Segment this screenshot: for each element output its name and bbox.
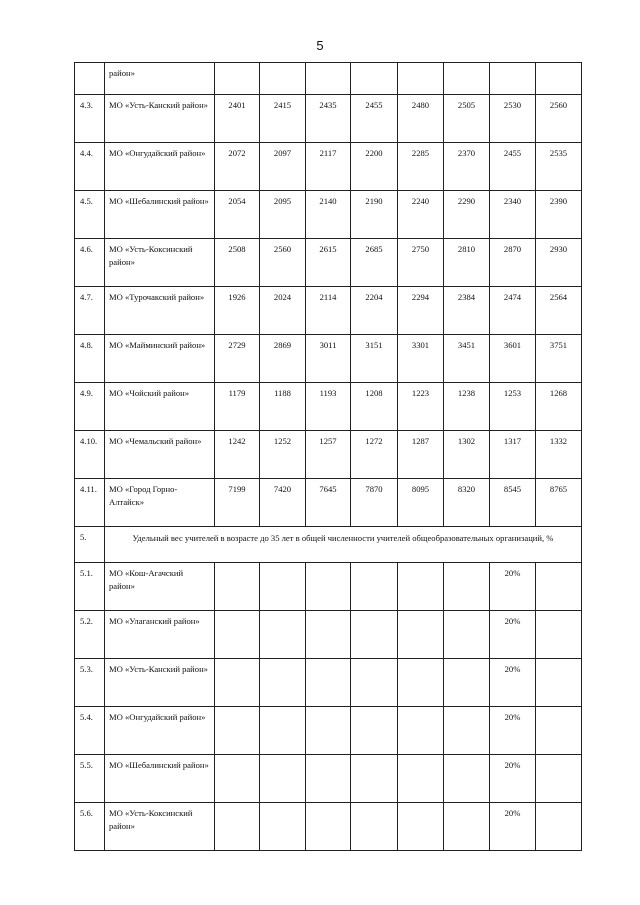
row-value-cell: 2384 — [444, 287, 490, 335]
row-value-cell: 2869 — [260, 335, 306, 383]
row-municipality: МО «Усть-Коксинский район» — [105, 803, 215, 851]
row-index: 5.4. — [75, 707, 105, 755]
row-value-cell: 3451 — [444, 335, 490, 383]
table-row — [75, 659, 582, 707]
table-row — [75, 755, 582, 803]
row-index: 4.6. — [75, 239, 105, 287]
row-value-cell: 2024 — [260, 287, 306, 335]
row-value-cell: 2415 — [260, 95, 306, 143]
table-row — [75, 611, 582, 659]
row-value-cell: 1238 — [444, 383, 490, 431]
row-value-cell: 20% — [490, 563, 536, 611]
row-municipality: МО «Шебалинский район» — [105, 755, 215, 803]
row-value-cell: 2294 — [398, 287, 444, 335]
row-index: 4.5. — [75, 191, 105, 239]
row-municipality: МО «Онгудайский район» — [105, 143, 215, 191]
table-row — [75, 239, 582, 287]
row-value-cell: 8765 — [536, 479, 582, 527]
row-value-cell: 1317 — [490, 431, 536, 479]
table-row — [75, 707, 582, 755]
row-value-cell — [444, 611, 490, 659]
row-value-cell: 2810 — [444, 239, 490, 287]
row-value-cell — [351, 611, 398, 659]
row-municipality: МО «Шебалинский район» — [105, 191, 215, 239]
row-value-cell — [444, 755, 490, 803]
row-value-cell — [398, 659, 444, 707]
row-value-cell: 2190 — [351, 191, 398, 239]
row-value-cell: 2535 — [536, 143, 582, 191]
row-value-cell: 2505 — [444, 95, 490, 143]
row-value-cell: 2560 — [260, 239, 306, 287]
row-value-cell: 2097 — [260, 143, 306, 191]
table-row — [75, 563, 582, 611]
row-value-cell: 2930 — [536, 239, 582, 287]
row-value-cell: 1252 — [260, 431, 306, 479]
row-value-cell: 2560 — [536, 95, 582, 143]
row-value-cell: 2508 — [215, 239, 260, 287]
row-value-cell: 2072 — [215, 143, 260, 191]
row-municipality: МО «Город Горно-Алтайск» — [105, 479, 215, 527]
table-row — [75, 383, 582, 431]
table-row — [75, 143, 582, 191]
table-row — [75, 431, 582, 479]
row-value-cell: 8545 — [490, 479, 536, 527]
row-index: 4.4. — [75, 143, 105, 191]
row-municipality: МО «Кош-Агачский район» — [105, 563, 215, 611]
row-value-cell: 2200 — [351, 143, 398, 191]
row-value-cell: 2285 — [398, 143, 444, 191]
row-value-cell: 7199 — [215, 479, 260, 527]
row-value-cell — [490, 63, 536, 95]
row-index — [75, 63, 105, 95]
row-value-cell — [398, 611, 444, 659]
row-value-cell: 1268 — [536, 383, 582, 431]
row-value-cell — [351, 659, 398, 707]
row-value-cell — [536, 803, 582, 851]
row-value-cell: 7645 — [306, 479, 351, 527]
row-value-cell: 2455 — [351, 95, 398, 143]
row-value-cell: 2095 — [260, 191, 306, 239]
row-value-cell — [260, 63, 306, 95]
row-value-cell — [444, 659, 490, 707]
row-value-cell: 2870 — [490, 239, 536, 287]
row-value-cell — [444, 63, 490, 95]
row-value-cell: 2401 — [215, 95, 260, 143]
row-value-cell: 20% — [490, 755, 536, 803]
row-value-cell — [260, 563, 306, 611]
row-value-cell: 20% — [490, 659, 536, 707]
row-value-cell: 20% — [490, 611, 536, 659]
row-municipality: МО «Чойский район» — [105, 383, 215, 431]
indicators-table — [74, 62, 582, 851]
row-index: 4.7. — [75, 287, 105, 335]
row-value-cell — [215, 755, 260, 803]
row-value-cell: 1193 — [306, 383, 351, 431]
table-row — [75, 479, 582, 527]
row-value-cell: 2390 — [536, 191, 582, 239]
row-municipality: МО «Усть-Канский район» — [105, 659, 215, 707]
row-value-cell — [398, 63, 444, 95]
row-value-cell — [444, 563, 490, 611]
row-municipality: МО «Майминский район» — [105, 335, 215, 383]
row-value-cell — [215, 803, 260, 851]
row-value-cell: 8320 — [444, 479, 490, 527]
row-index: 4.11. — [75, 479, 105, 527]
row-value-cell — [215, 63, 260, 95]
row-value-cell: 2530 — [490, 95, 536, 143]
table-row — [75, 191, 582, 239]
row-value-cell: 7870 — [351, 479, 398, 527]
row-value-cell — [536, 659, 582, 707]
row-value-cell — [306, 707, 351, 755]
row-index: 4.8. — [75, 335, 105, 383]
row-index: 4.3. — [75, 95, 105, 143]
row-value-cell — [260, 755, 306, 803]
row-value-cell: 2114 — [306, 287, 351, 335]
row-value-cell: 2615 — [306, 239, 351, 287]
row-municipality: МО «Турочакский район» — [105, 287, 215, 335]
row-value-cell: 2750 — [398, 239, 444, 287]
row-value-cell — [398, 563, 444, 611]
row-value-cell — [306, 659, 351, 707]
row-index: 5.2. — [75, 611, 105, 659]
table-row — [75, 335, 582, 383]
row-value-cell — [444, 707, 490, 755]
row-value-cell: 3151 — [351, 335, 398, 383]
row-value-cell: 2054 — [215, 191, 260, 239]
row-value-cell: 2290 — [444, 191, 490, 239]
section-index: 5. — [75, 527, 105, 563]
row-value-cell — [351, 755, 398, 803]
table-row — [75, 803, 582, 851]
section-title: Удельный вес учителей в возрасте до 35 лет в общей численности учителей общеобразовательных организаций, % — [105, 527, 582, 563]
table-row — [75, 95, 582, 143]
row-municipality: МО «Улаганский район» — [105, 611, 215, 659]
row-value-cell — [260, 803, 306, 851]
table-row — [75, 287, 582, 335]
page-number: 5 — [316, 38, 324, 53]
row-municipality: МО «Усть-Коксинский район» — [105, 239, 215, 287]
row-value-cell: 1208 — [351, 383, 398, 431]
row-value-cell: 2435 — [306, 95, 351, 143]
row-value-cell: 8095 — [398, 479, 444, 527]
row-value-cell: 2729 — [215, 335, 260, 383]
row-value-cell: 1179 — [215, 383, 260, 431]
row-value-cell: 2370 — [444, 143, 490, 191]
row-value-cell — [215, 707, 260, 755]
row-index: 5.3. — [75, 659, 105, 707]
row-value-cell: 1287 — [398, 431, 444, 479]
row-value-cell: 3601 — [490, 335, 536, 383]
row-value-cell — [536, 755, 582, 803]
row-value-cell — [306, 611, 351, 659]
row-value-cell: 2117 — [306, 143, 351, 191]
row-value-cell: 2140 — [306, 191, 351, 239]
row-index: 5.5. — [75, 755, 105, 803]
section-row — [75, 527, 582, 563]
row-value-cell: 2480 — [398, 95, 444, 143]
row-value-cell: 1223 — [398, 383, 444, 431]
table-row — [75, 63, 582, 95]
row-value-cell: 3751 — [536, 335, 582, 383]
row-value-cell: 2240 — [398, 191, 444, 239]
row-municipality: район» — [105, 63, 215, 95]
row-value-cell: 2204 — [351, 287, 398, 335]
table-body — [75, 63, 582, 851]
row-value-cell: 3301 — [398, 335, 444, 383]
row-value-cell — [351, 803, 398, 851]
row-value-cell — [306, 803, 351, 851]
row-value-cell: 2340 — [490, 191, 536, 239]
row-index: 5.1. — [75, 563, 105, 611]
row-value-cell — [306, 563, 351, 611]
row-index: 4.10. — [75, 431, 105, 479]
row-value-cell: 20% — [490, 803, 536, 851]
row-value-cell — [351, 707, 398, 755]
row-municipality: МО «Онгудайский район» — [105, 707, 215, 755]
row-index: 5.6. — [75, 803, 105, 851]
row-value-cell: 3011 — [306, 335, 351, 383]
row-value-cell — [306, 63, 351, 95]
row-value-cell: 2455 — [490, 143, 536, 191]
row-value-cell — [536, 611, 582, 659]
row-value-cell — [398, 707, 444, 755]
row-value-cell: 1302 — [444, 431, 490, 479]
row-value-cell: 2685 — [351, 239, 398, 287]
row-value-cell — [260, 707, 306, 755]
row-value-cell — [536, 707, 582, 755]
row-value-cell — [444, 803, 490, 851]
row-value-cell: 1272 — [351, 431, 398, 479]
row-value-cell — [351, 63, 398, 95]
row-value-cell: 7420 — [260, 479, 306, 527]
row-value-cell — [306, 755, 351, 803]
row-value-cell — [215, 611, 260, 659]
row-municipality: МО «Чемальский район» — [105, 431, 215, 479]
row-value-cell — [398, 755, 444, 803]
row-municipality: МО «Усть-Канский район» — [105, 95, 215, 143]
row-value-cell: 1242 — [215, 431, 260, 479]
row-value-cell: 1332 — [536, 431, 582, 479]
row-value-cell — [351, 563, 398, 611]
row-value-cell: 1257 — [306, 431, 351, 479]
row-value-cell: 1253 — [490, 383, 536, 431]
row-value-cell: 20% — [490, 707, 536, 755]
row-value-cell: 2474 — [490, 287, 536, 335]
row-value-cell — [536, 563, 582, 611]
row-value-cell: 1926 — [215, 287, 260, 335]
row-value-cell: 2564 — [536, 287, 582, 335]
row-value-cell — [260, 611, 306, 659]
row-value-cell: 1188 — [260, 383, 306, 431]
row-value-cell — [260, 659, 306, 707]
row-value-cell — [398, 803, 444, 851]
row-value-cell — [215, 563, 260, 611]
row-value-cell — [536, 63, 582, 95]
row-index: 4.9. — [75, 383, 105, 431]
row-value-cell — [215, 659, 260, 707]
